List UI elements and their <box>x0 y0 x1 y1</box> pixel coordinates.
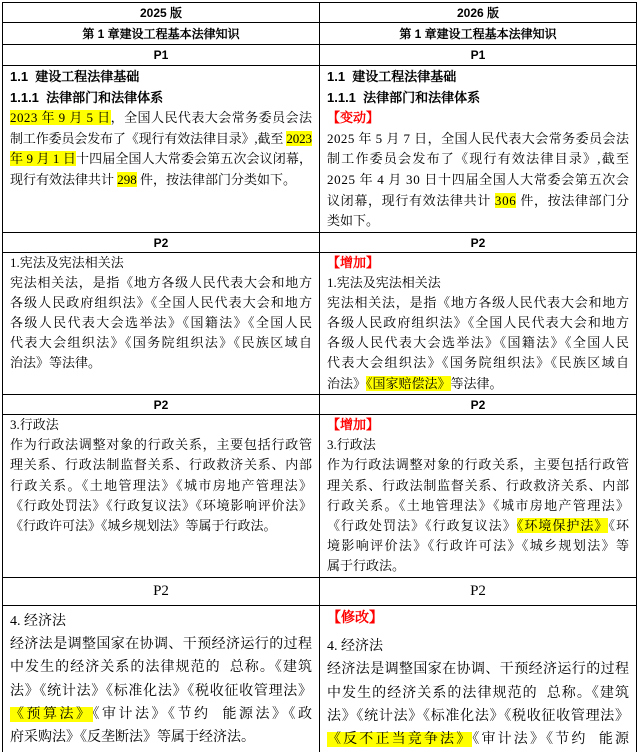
line-text <box>10 293 313 313</box>
text-line <box>327 191 629 212</box>
text-line <box>327 129 629 150</box>
text-line <box>327 496 629 516</box>
text-line <box>10 516 312 536</box>
text-run: 理关系、行政法制监督关系、行政救济关系、内部 <box>327 477 630 493</box>
text-line <box>327 635 629 658</box>
line-text <box>10 273 313 293</box>
line-text <box>10 129 312 150</box>
text-line <box>10 273 312 293</box>
text-line <box>10 496 312 516</box>
text-run: 《行政处罚法》《行政复议法》 <box>327 517 517 533</box>
change-tag <box>327 415 629 435</box>
legal-system-section-row <box>3 66 637 233</box>
line-text <box>10 313 313 333</box>
economic-law-content-2025 <box>3 606 320 752</box>
line-text <box>327 67 456 88</box>
page-ref-2025: P2 <box>3 578 320 605</box>
text-run: 理关系、行政法制监督关系、行政救济关系、内部 <box>10 457 313 473</box>
line-text <box>327 191 630 212</box>
text-run: 中发生的经济关系的法律规范的 总称。《建筑 <box>10 660 314 676</box>
text-line <box>327 658 629 681</box>
line-text <box>327 536 630 556</box>
text-run: 《行政处罚法》《行政复议法》《环境影响评价法》 <box>10 497 313 513</box>
text-line <box>10 170 312 191</box>
page-ref-row <box>3 233 637 253</box>
text-line <box>327 313 629 333</box>
text-line <box>10 149 312 170</box>
text-line <box>10 703 315 726</box>
text-run: 件，按法律部门分 <box>516 192 630 208</box>
text-run: 宪法相关法，是指《地方各级人民代表大会和地方 <box>10 275 313 291</box>
text-line <box>327 333 629 353</box>
version-header-row <box>3 3 637 23</box>
line-text <box>327 455 630 475</box>
section-heading <box>10 88 312 109</box>
text-line <box>327 149 629 170</box>
line-text <box>327 273 441 293</box>
line-text <box>327 293 630 313</box>
text-run: 《行政许可法》《城乡规划法》等属于行政法。 <box>10 517 277 533</box>
line-text <box>327 333 630 353</box>
line-text <box>327 313 630 333</box>
text-run: 中发生的经济关系的法律规范的 总称。《建筑 <box>327 685 631 701</box>
text-run: 作为行政法调整对象的行政关系，主要包括行政管 <box>10 437 313 453</box>
text-line <box>327 536 629 556</box>
text-run: 治法》等法律。 <box>10 355 102 371</box>
line-text <box>327 728 631 751</box>
text-line <box>10 476 312 496</box>
text-line <box>327 293 629 313</box>
page-ref-row <box>3 578 637 606</box>
text-run: 代表大会组织法》《国务院组织法》《民族区域自 <box>10 335 314 351</box>
change-tag <box>327 606 629 629</box>
line-text <box>327 353 630 373</box>
text-line <box>327 705 629 728</box>
chapter-row <box>3 23 637 45</box>
text-run: 法》《统计法》《标准化法》《税收征收管理法》 <box>327 708 630 724</box>
page-ref-2025: P1 <box>3 45 320 65</box>
line-text <box>10 476 313 496</box>
version-2026-label: 2026 版 <box>320 3 637 22</box>
constitution-content-2025 <box>3 253 320 394</box>
page-ref-2026: P1 <box>320 45 637 65</box>
administrative-law-content-2025 <box>3 415 320 577</box>
change-tag <box>327 253 629 273</box>
text-line <box>327 435 629 455</box>
text-line <box>327 476 629 496</box>
line-text <box>10 353 101 373</box>
line-text <box>10 67 139 88</box>
highlighted-text: 《反不正当竞争法》 <box>327 731 473 747</box>
comparison-table <box>2 2 637 752</box>
text-run: 1.1.1 法律部门和法律体系 <box>10 89 164 105</box>
text-line <box>327 374 629 394</box>
text-run: 1.1.1 法律部门和法律体系 <box>327 89 481 105</box>
text-line <box>327 273 629 293</box>
text-run: 类如下。 <box>327 213 380 229</box>
line-text <box>327 658 629 681</box>
section-heading <box>327 88 629 109</box>
text-run: 各级人民政府组织法》《全国人民代表大会和地方 <box>327 315 631 331</box>
line-text <box>10 108 312 129</box>
text-run: 2025 年 4 月 30 日十四届全国人大常委会第五次会 <box>327 171 630 187</box>
line-text <box>10 415 59 435</box>
text-run: 境影响评价法》《行政许可法》《城乡规划法》等 <box>327 538 631 554</box>
line-text <box>327 374 503 394</box>
line-text <box>327 476 630 496</box>
text-line <box>10 610 312 633</box>
administrative-law-content-2026 <box>320 415 637 577</box>
line-text <box>10 149 312 170</box>
text-line <box>10 253 312 273</box>
text-run: 议闭幕，现行有效法律共计 <box>327 192 495 208</box>
chapter-title-2025: 第 1 章建设工程基本法律知识 <box>3 23 320 44</box>
text-run: 《审计法》《节约 能源 <box>472 731 632 747</box>
text-line <box>327 516 629 536</box>
text-line <box>10 129 312 150</box>
line-text <box>10 516 277 536</box>
page-ref-row <box>3 395 637 415</box>
text-run: ，全国人民代表大会常务委员会法 <box>110 110 313 126</box>
constitution-content-2026 <box>320 253 637 394</box>
text-line <box>10 680 312 703</box>
line-text <box>327 496 630 516</box>
text-run: 各级人民政府组织法》《全国人民代表大会和地方 <box>10 295 314 311</box>
version-2025-label: 2025 版 <box>3 3 320 22</box>
text-run: 4. 经济法 <box>327 639 383 655</box>
page-ref-2026: P2 <box>320 395 637 414</box>
text-run: 【变动】 <box>327 110 380 126</box>
economic-law-section-row <box>3 606 637 752</box>
text-line <box>10 415 312 435</box>
text-run: 行政关系。《土地管理法》《城市房地产管理法》 <box>10 477 314 493</box>
text-run: 等法律。 <box>450 375 503 391</box>
line-text <box>327 516 630 536</box>
highlighted-text: 2023 年 9 月 5 日 <box>10 110 111 126</box>
line-text <box>10 435 313 455</box>
text-line <box>327 728 632 751</box>
text-line <box>10 656 312 679</box>
line-text <box>10 333 313 353</box>
text-run: 2025 年 5 月 7 日，全国人民代表大会常务委员会法 <box>327 130 630 146</box>
line-text <box>327 635 383 658</box>
line-text <box>10 656 313 679</box>
text-line <box>327 556 629 576</box>
text-run: 代表大会组织法》《国务院组织法》《民族区域自 <box>327 355 631 371</box>
text-run: 制工作委员会发布了《现行有效法律目录》,截至 <box>327 151 631 167</box>
text-run: 《环 <box>608 517 630 533</box>
text-line <box>10 455 312 475</box>
text-run: 【增加】 <box>327 417 380 432</box>
text-line <box>10 108 312 129</box>
line-text <box>10 633 312 656</box>
page-ref-row <box>3 45 637 66</box>
line-text <box>327 606 383 629</box>
legal-system-content-2026 <box>320 66 637 232</box>
text-line <box>10 313 312 333</box>
line-text <box>327 253 379 273</box>
text-run: 十四届全国人大常委会第五次会议闭幕， <box>76 151 313 167</box>
text-line <box>327 682 629 705</box>
highlighted-text: 306 <box>494 192 517 208</box>
line-text <box>327 435 376 455</box>
page-ref-2025: P2 <box>3 233 320 252</box>
text-run: 制工作委员会发布了《现行有效法律目录》,截至 <box>10 130 287 146</box>
text-run: 《审计法》《节约 能源法》《政 <box>92 706 315 722</box>
line-text <box>327 170 630 191</box>
line-text <box>327 129 629 150</box>
text-line <box>10 333 312 353</box>
administrative-law-section-row <box>3 415 637 578</box>
line-text <box>327 88 480 109</box>
text-line <box>10 293 312 313</box>
line-text <box>10 680 313 703</box>
line-text <box>10 703 315 726</box>
line-text <box>10 253 124 273</box>
text-run: 行政关系。《土地管理法》《城市房地产管理法》 <box>327 497 631 513</box>
line-text <box>327 415 379 435</box>
text-run: 法》《统计法》《标准化法》《税收征收管理法》 <box>10 683 313 699</box>
highlighted-text: 298 <box>117 171 137 187</box>
text-line <box>327 455 629 475</box>
text-run: 经济法是调整国家在协调、干预经济运行的过程 <box>10 637 313 653</box>
text-run: 【修改】 <box>327 609 383 625</box>
section-heading <box>327 67 629 88</box>
text-run: 府采购法》《反垄断法》等属于经济法。 <box>10 729 255 745</box>
page-ref-2026: P2 <box>320 578 637 605</box>
text-run: 经济法是调整国家在协调、干预经济运行的过程 <box>327 662 630 678</box>
economic-law-content-2026 <box>320 606 637 752</box>
text-run: 4. 经济法 <box>10 614 66 629</box>
text-line <box>10 633 312 656</box>
text-run: 各级人民代表大会选举法》《国籍法》《全国人民 <box>327 335 631 351</box>
text-run: 作为行政法调整对象的行政关系，主要包括行政管 <box>327 457 630 473</box>
text-run: 各级人民代表大会选举法》《国籍法》《全国人民 <box>10 315 314 331</box>
line-text <box>327 211 379 232</box>
highlighted-text: 《国家赔偿法》 <box>366 375 451 391</box>
text-run: 【增加】 <box>327 255 380 270</box>
highlighted-text: 2023 <box>286 130 312 146</box>
text-run: 现行有效法律共计 <box>10 171 118 187</box>
page-ref-2026: P2 <box>320 233 637 252</box>
text-line <box>327 170 629 191</box>
line-text <box>10 455 313 475</box>
line-text <box>10 496 313 516</box>
text-line <box>10 726 312 749</box>
constitution-section-row <box>3 253 637 395</box>
line-text <box>10 610 66 633</box>
line-text <box>10 170 296 191</box>
line-text <box>327 556 405 576</box>
highlighted-text: 《预算法》 <box>10 706 93 722</box>
line-text <box>327 108 379 129</box>
text-line <box>10 435 312 455</box>
highlighted-text: 年 9 月 1 日 <box>10 151 77 167</box>
highlighted-text: 《环境保护法》 <box>516 517 609 533</box>
text-run: 1.宪法及宪法相关法 <box>327 275 441 291</box>
change-tag <box>327 108 629 129</box>
line-text <box>10 726 255 749</box>
text-run: 属于行政法。 <box>327 558 406 574</box>
line-text <box>327 682 630 705</box>
line-text <box>327 705 630 728</box>
text-run: 件，按法律部门分类如下。 <box>136 171 297 187</box>
text-line <box>10 353 312 373</box>
line-text <box>10 88 163 109</box>
text-run: 宪法相关法，是指《地方各级人民代表大会和地方 <box>327 295 630 311</box>
text-run: 治法》 <box>327 375 367 391</box>
chapter-title-2026: 第 1 章建设工程基本法律知识 <box>320 23 637 44</box>
section-heading <box>10 67 312 88</box>
text-run: 3.行政法 <box>10 417 59 432</box>
text-run: 1.1 建设工程法律基础 <box>10 69 140 84</box>
text-line <box>327 211 629 232</box>
text-line <box>327 353 629 373</box>
text-run: 1.1 建设工程法律基础 <box>327 69 457 84</box>
line-text <box>327 149 630 170</box>
page-ref-2025: P2 <box>3 395 320 414</box>
text-run: 3.行政法 <box>327 437 376 453</box>
text-run: 1.宪法及宪法相关法 <box>10 255 124 270</box>
legal-system-content-2025 <box>3 66 320 232</box>
